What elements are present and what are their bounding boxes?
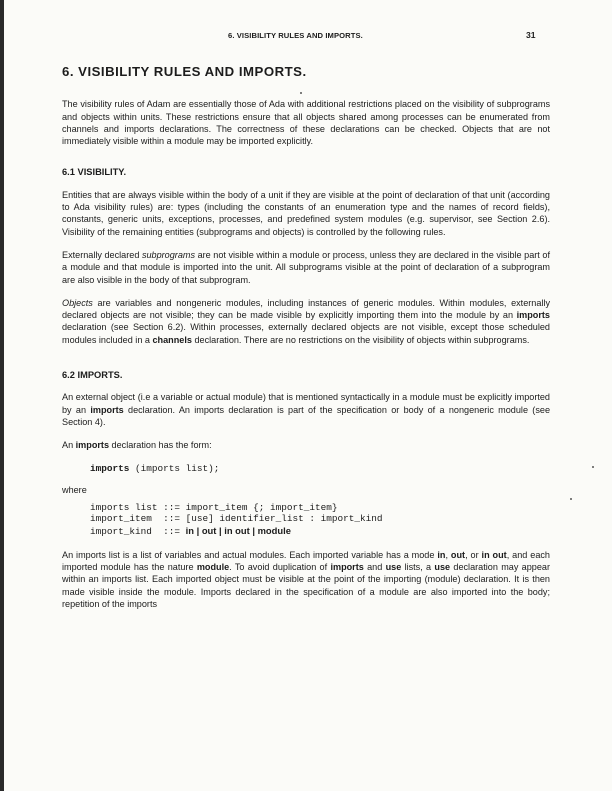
grammar-rule — [90, 502, 550, 513]
text-run: declaration may appear within an imports list. Each imported object must be visible at the point of the importing (module) declaration. It is then made visible inside the module. Imports declared in the specification of a module are also imported into the body; repetition of the imports — [62, 562, 550, 609]
keyword: imports — [90, 462, 130, 474]
text-run: An external object (i.e a variable or actual module) that is mentioned syntactically in a module must be explicitly imported by an — [62, 392, 550, 415]
chapter-title: 6. VISIBILITY RULES AND IMPORTS. — [62, 64, 307, 79]
text-run: declaration (see Section 6.2). Within processes, externally declared objects are not visible, except those scheduled modules included in a — [62, 322, 550, 345]
grammar-lhs: import_kind — [90, 525, 158, 537]
text-run: and — [363, 562, 386, 573]
visibility-paragraph-3 — [62, 297, 550, 346]
grammar-rule — [90, 525, 550, 537]
keyword: use — [434, 562, 451, 573]
keyword: in out — [481, 549, 507, 560]
scan-speck — [570, 498, 572, 500]
grammar-op: ::= — [157, 513, 186, 525]
intro-paragraph: The visibility rules of Adam are essentially those of Ada with additional restrictions placed on the visibility of subprograms and objects within units. These restrictions ensure that all objects shared among processes can be enumerated from channels and imports declarations. The correctness of these declarations can be checked. Objects that are not immediately visible within a module may be imported explicitly. — [62, 99, 550, 147]
page-number: 31 — [526, 30, 536, 40]
scan-page-edge — [0, 0, 4, 791]
text-run: , and each imported module has the nature — [62, 549, 550, 573]
text-run: are variables and nongeneric modules, including instances of generic modules. Within modules, externally declared objects are not visible; they can be made visible by explicitly importing them into the module by an — [62, 297, 550, 321]
text-run: declaration has the form: — [109, 440, 212, 451]
text-run: An — [62, 440, 76, 451]
text-run: are not visible within a module or process, unless they are declared in the visible part of a module and that module is imported into the unit. All subprograms visible at the point of declaration of a subprogram are also visible in the body of that subprogram. — [62, 249, 550, 285]
grammar-op: ::= — [157, 525, 186, 537]
keyword: in — [437, 549, 446, 560]
keyword: imports — [330, 562, 364, 573]
text-run: . To avoid duplication of — [229, 562, 331, 573]
emphasis-term: subprograms — [141, 249, 196, 260]
syntax-text: (imports list); — [129, 462, 220, 474]
text-run: An imports list is a list of variables and actual modules. Each imported variable has a mode — [62, 549, 438, 560]
grammar-rhs: in | out | in out | module — [185, 524, 291, 536]
visibility-paragraph-1: Entities that are always visible within the body of a unit if they are visible at the point of declaration of that unit (according to Ada visibility rules) are: types (including the constants of an enumeration type and the names of record fields), constants, generic units, exceptions, processes, and predefined system modules (e.g. supervisor, see Section 2.6). Visibility of the remaining entities (subprograms and objects) is controlled by the following rules. — [62, 189, 550, 237]
keyword: use — [385, 562, 402, 573]
text-run: , — [445, 549, 451, 560]
section-heading-6-2: 6.2 IMPORTS. — [62, 370, 123, 381]
page-body — [62, 66, 550, 621]
text-run: lists, a — [401, 562, 435, 573]
imports-form-syntax — [90, 463, 550, 475]
grammar-lhs: imports list — [90, 502, 158, 514]
grammar-rhs: import_item {; import_item} — [185, 502, 338, 514]
imports-paragraph-2 — [62, 439, 550, 451]
grammar-op: ::= — [157, 502, 186, 514]
text-run: declaration. An imports declaration is part of the specification or body of a nongeneric module (see Section 4). — [62, 404, 550, 427]
imports-grammar — [90, 502, 550, 537]
keyword: channels — [152, 334, 192, 345]
imports-paragraph-1 — [62, 391, 550, 428]
keyword: module — [196, 562, 230, 573]
grammar-rule — [90, 513, 550, 524]
keyword: imports — [75, 440, 110, 451]
scan-speck — [592, 466, 594, 468]
running-header: 6. VISIBILITY RULES AND IMPORTS. — [228, 31, 363, 40]
keyword: imports — [90, 404, 124, 415]
text-run: declaration. There are no restrictions on the visibility of objects within subprograms. — [191, 334, 530, 345]
emphasis-term: Objects — [62, 297, 93, 308]
keyword: out — [450, 549, 466, 560]
where-label: where — [62, 484, 87, 495]
keyword: imports — [516, 310, 550, 321]
text-run: Externally declared — [62, 249, 142, 260]
grammar-rhs: [use] identifier_list : import_kind — [185, 513, 383, 525]
text-run: , or — [465, 549, 482, 560]
section-heading-6-1: 6.1 VISIBILITY. — [62, 167, 127, 178]
visibility-paragraph-2 — [62, 249, 550, 286]
grammar-lhs: import_item — [90, 513, 158, 525]
imports-paragraph-3 — [62, 549, 550, 610]
